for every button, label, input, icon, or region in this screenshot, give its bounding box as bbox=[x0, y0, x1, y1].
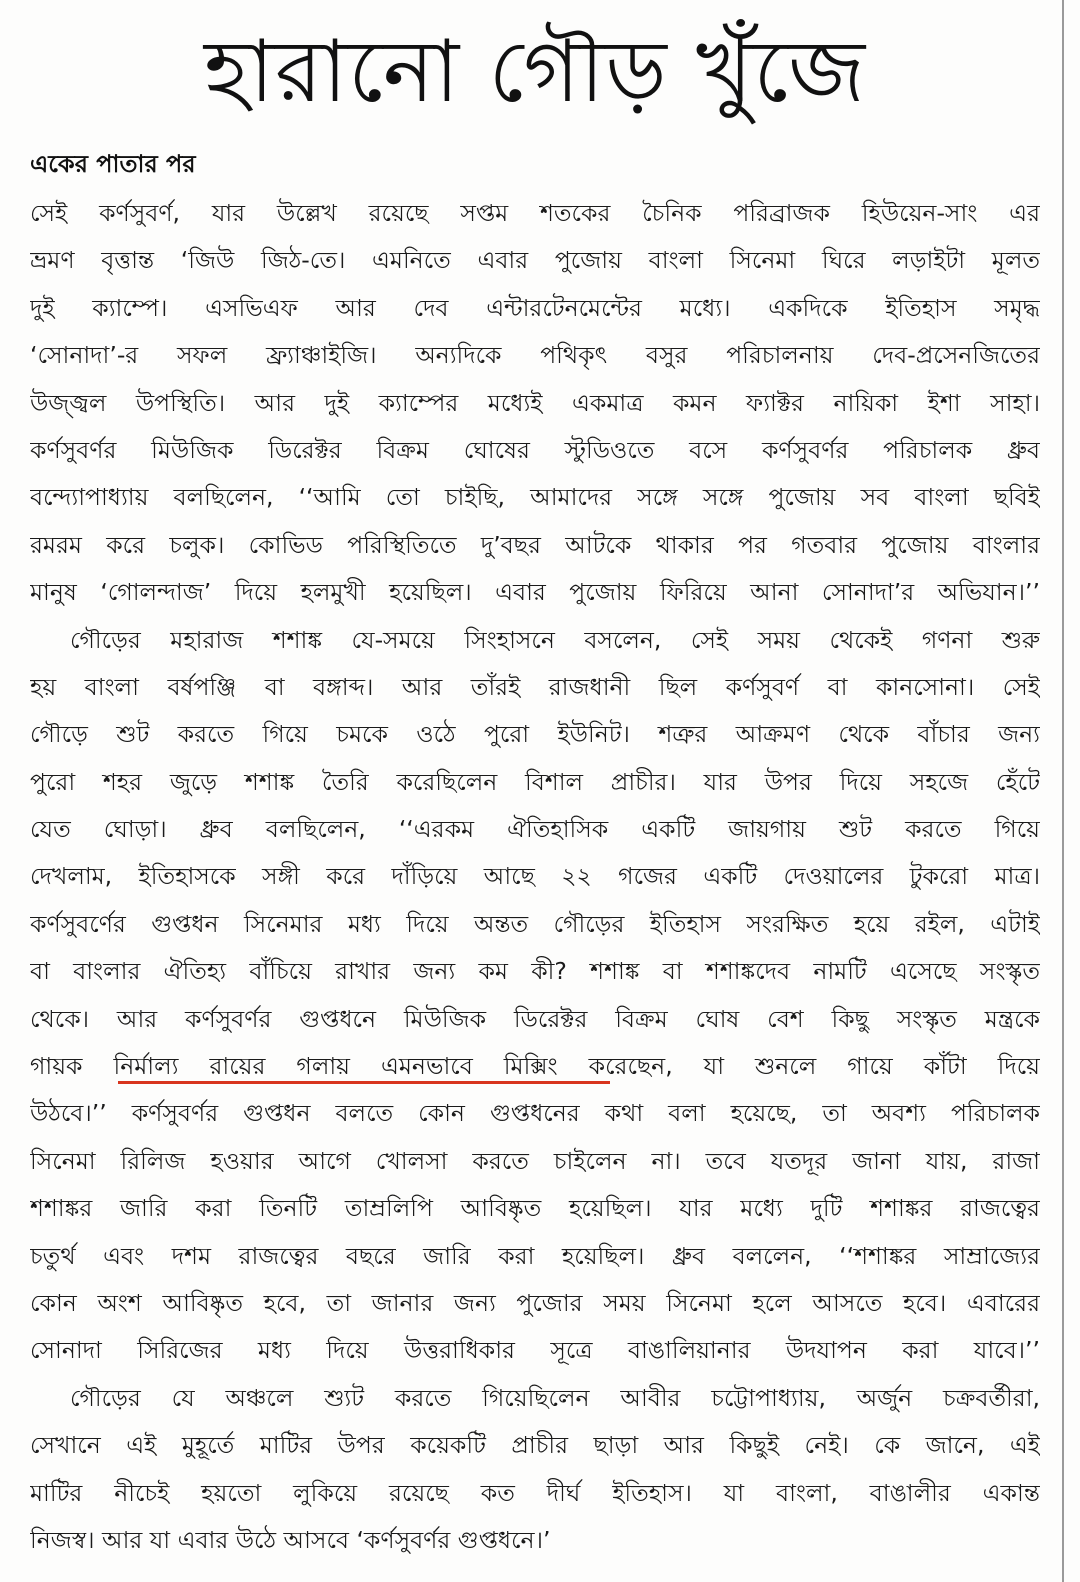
article-line: শশাঙ্কর জারি করা তিনটি তাম্রলিপি আবিষ্কৃত হয়েছিল। যার মধ্যে দুটি শশাঙ্কর রাজত্বের bbox=[30, 1194, 1040, 1223]
article-line: রমরম করে চলুক। কোভিড পরিস্থিতিতে দু’বছর আটকে থাকার পর গতবার পুজোয় বাংলার bbox=[30, 530, 1040, 559]
article-line: হয় বাংলা বর্ষপঞ্জি বা বঙ্গাব্দ। আর তাঁরই রাজধানী ছিল কর্ণসুবর্ণ বা কানসোনা। সেই bbox=[30, 672, 1040, 701]
article-line: যেত ঘোড়া। ধ্রুব বলছিলেন, ‘‘এরকম ঐতিহাসিক একটি জায়গায় শুট করতে গিয়ে bbox=[30, 815, 1040, 844]
article-line: গৌড়ের যে অঞ্চলে শ্যুট করতে গিয়েছিলেন আবীর চট্টোপাধ্যায়, অর্জুন চক্রবর্তীরা, bbox=[70, 1383, 1040, 1412]
article-line: উঠবে।’’ কর্ণসুবর্ণর গুপ্তধন বলতে কোন গুপ্তধনের কথা বলা হয়েছে, তা অবশ্য পরিচালক bbox=[30, 1099, 1040, 1128]
article-line: কর্ণসুবর্ণর মিউজিক ডিরেক্টর বিক্রম ঘোষের স্টুডিওতে বসে কর্ণসুবর্ণর পরিচালক ধ্রুব bbox=[30, 435, 1040, 464]
article-line: চতুর্থ এবং দশম রাজত্বের বছরে জারি করা হয়েছিল। ধ্রুব বললেন, ‘‘শশাঙ্কর সাম্রাজ্যের bbox=[30, 1241, 1040, 1270]
article-line: কর্ণসুবর্ণের গুপ্তধন সিনেমার মধ্য দিয়ে অন্তত গৌড়ের ইতিহাস সংরক্ষিত হয়ে রইল, এটাই bbox=[30, 909, 1040, 938]
article-line: নিজস্ব। আর যা এবার উঠে আসবে ‘কর্ণসুবর্ণর গুপ্তধনে।’ bbox=[30, 1525, 551, 1554]
article-line: গৌড়ে শুট করতে গিয়ে চমকে ওঠে পুরো ইউনিট। শত্রুর আক্রমণ থেকে বাঁচার জন্য bbox=[30, 720, 1040, 749]
article-line: সেখানে এই মুহূর্তে মাটির উপর কয়েকটি প্রাচীর ছাড়া আর কিছুই নেই। কে জানে, এই bbox=[30, 1431, 1040, 1460]
article-line: দেখলাম, ইতিহাসকে সঙ্গী করে দাঁড়িয়ে আছে ২২ গজের একটি দেওয়ালের টুকরো মাত্র। bbox=[30, 862, 1040, 891]
article-line: ‘সোনাদা’-র সফল ফ্র্যাঞ্চাইজি। অন্যদিকে পথিকৃৎ বসুর পরিচালনায় দেব-প্রসেনজিতের bbox=[30, 341, 1040, 370]
article-line: সেই কর্ণসুবর্ণ, যার উল্লেখ রয়েছে সপ্তম শতকের চৈনিক পরিব্রাজক হিউয়েন-সাং এর bbox=[30, 199, 1040, 227]
article-body bbox=[30, 190, 1040, 1564]
article-line: সোনাদা সিরিজের মধ্য দিয়ে উত্তরাধিকার সূত্রে বাঙালিয়ানার উদযাপন করা যাবে।’’ bbox=[30, 1336, 1040, 1365]
article-line: কোন অংশ আবিষ্কৃত হবে, তা জানার জন্য পুজোর সময় সিনেমা হলে আসতে হবে। এবারের bbox=[30, 1288, 1040, 1317]
column-rule bbox=[1062, 0, 1064, 1582]
article-line: পুরো শহর জুড়ে শশাঙ্ক তৈরি করেছিলেন বিশাল প্রাচীর। যার উপর দিয়ে সহজে হেঁটে bbox=[30, 767, 1040, 796]
article-line: বন্দ্যোপাধ্যায় বলছিলেন, ‘‘আমি তো চাইছি, আমাদের সঙ্গে সঙ্গে পুজোয় সব বাংলা ছবিই bbox=[30, 483, 1040, 512]
article-line: মাটির নীচেই হয়তো লুকিয়ে রয়েছে কত দীর্ঘ ইতিহাস। যা বাংলা, বাঙালীর একান্ত bbox=[30, 1478, 1040, 1507]
article-line: গৌড়ের মহারাজ শশাঙ্ক যে-সময়ে সিংহাসনে বসলেন, সেই সময় থেকেই গণনা শুরু bbox=[70, 625, 1040, 654]
red-underline-annotation bbox=[118, 1081, 610, 1084]
article-line: দুই ক্যাম্পে। এসভিএফ আর দেব এন্টারটেনমেন্টের মধ্যে। একদিকে ইতিহাস সমৃদ্ধ bbox=[30, 293, 1040, 322]
article-line: সিনেমা রিলিজ হওয়ার আগে খোলসা করতে চাইলেন না। তবে যতদূর জানা যায়, রাজা bbox=[30, 1146, 1040, 1175]
article-line: গায়ক নির্মাল্য রায়ের গলায় এমনভাবে মিক্সিং করেছেন, যা শুনলে গায়ে কাঁটা দিয়ে bbox=[30, 1052, 1040, 1081]
article-line: বা বাংলার ঐতিহ্য বাঁচিয়ে রাখার জন্য কম কী? শশাঙ্ক বা শশাঙ্কদেব নামটি এসেছে সংস্কৃত bbox=[30, 957, 1040, 986]
headline: হারানো গৌড় খুঁজে bbox=[203, 22, 867, 122]
article-line: মানুষ ‘গোলন্দাজ’ দিয়ে হলমুখী হয়েছিল। এবার পুজোয় ফিরিয়ে আনা সোনাদা’র অভিযান।’’ bbox=[30, 578, 1040, 607]
continuation-kicker: একের পাতার পর bbox=[30, 150, 196, 178]
article-line: থেকে। আর কর্ণসুবর্ণর গুপ্তধনে মিউজিক ডিরেক্টর বিক্রম ঘোষ বেশ কিছু সংস্কৃত মন্ত্রকে bbox=[30, 1004, 1040, 1033]
article-line: ভ্রমণ বৃত্তান্ত ‘জিউ জিঠ-তে। এমনিতে এবার পুজোয় বাংলা সিনেমা ঘিরে লড়াইটা মূলত bbox=[30, 246, 1040, 275]
article-line: উজ্জ্বল উপস্থিতি। আর দুই ক্যাম্পের মধ্যেই একমাত্র কমন ফ্যাক্টর নায়িকা ইশা সাহা। bbox=[30, 388, 1040, 417]
